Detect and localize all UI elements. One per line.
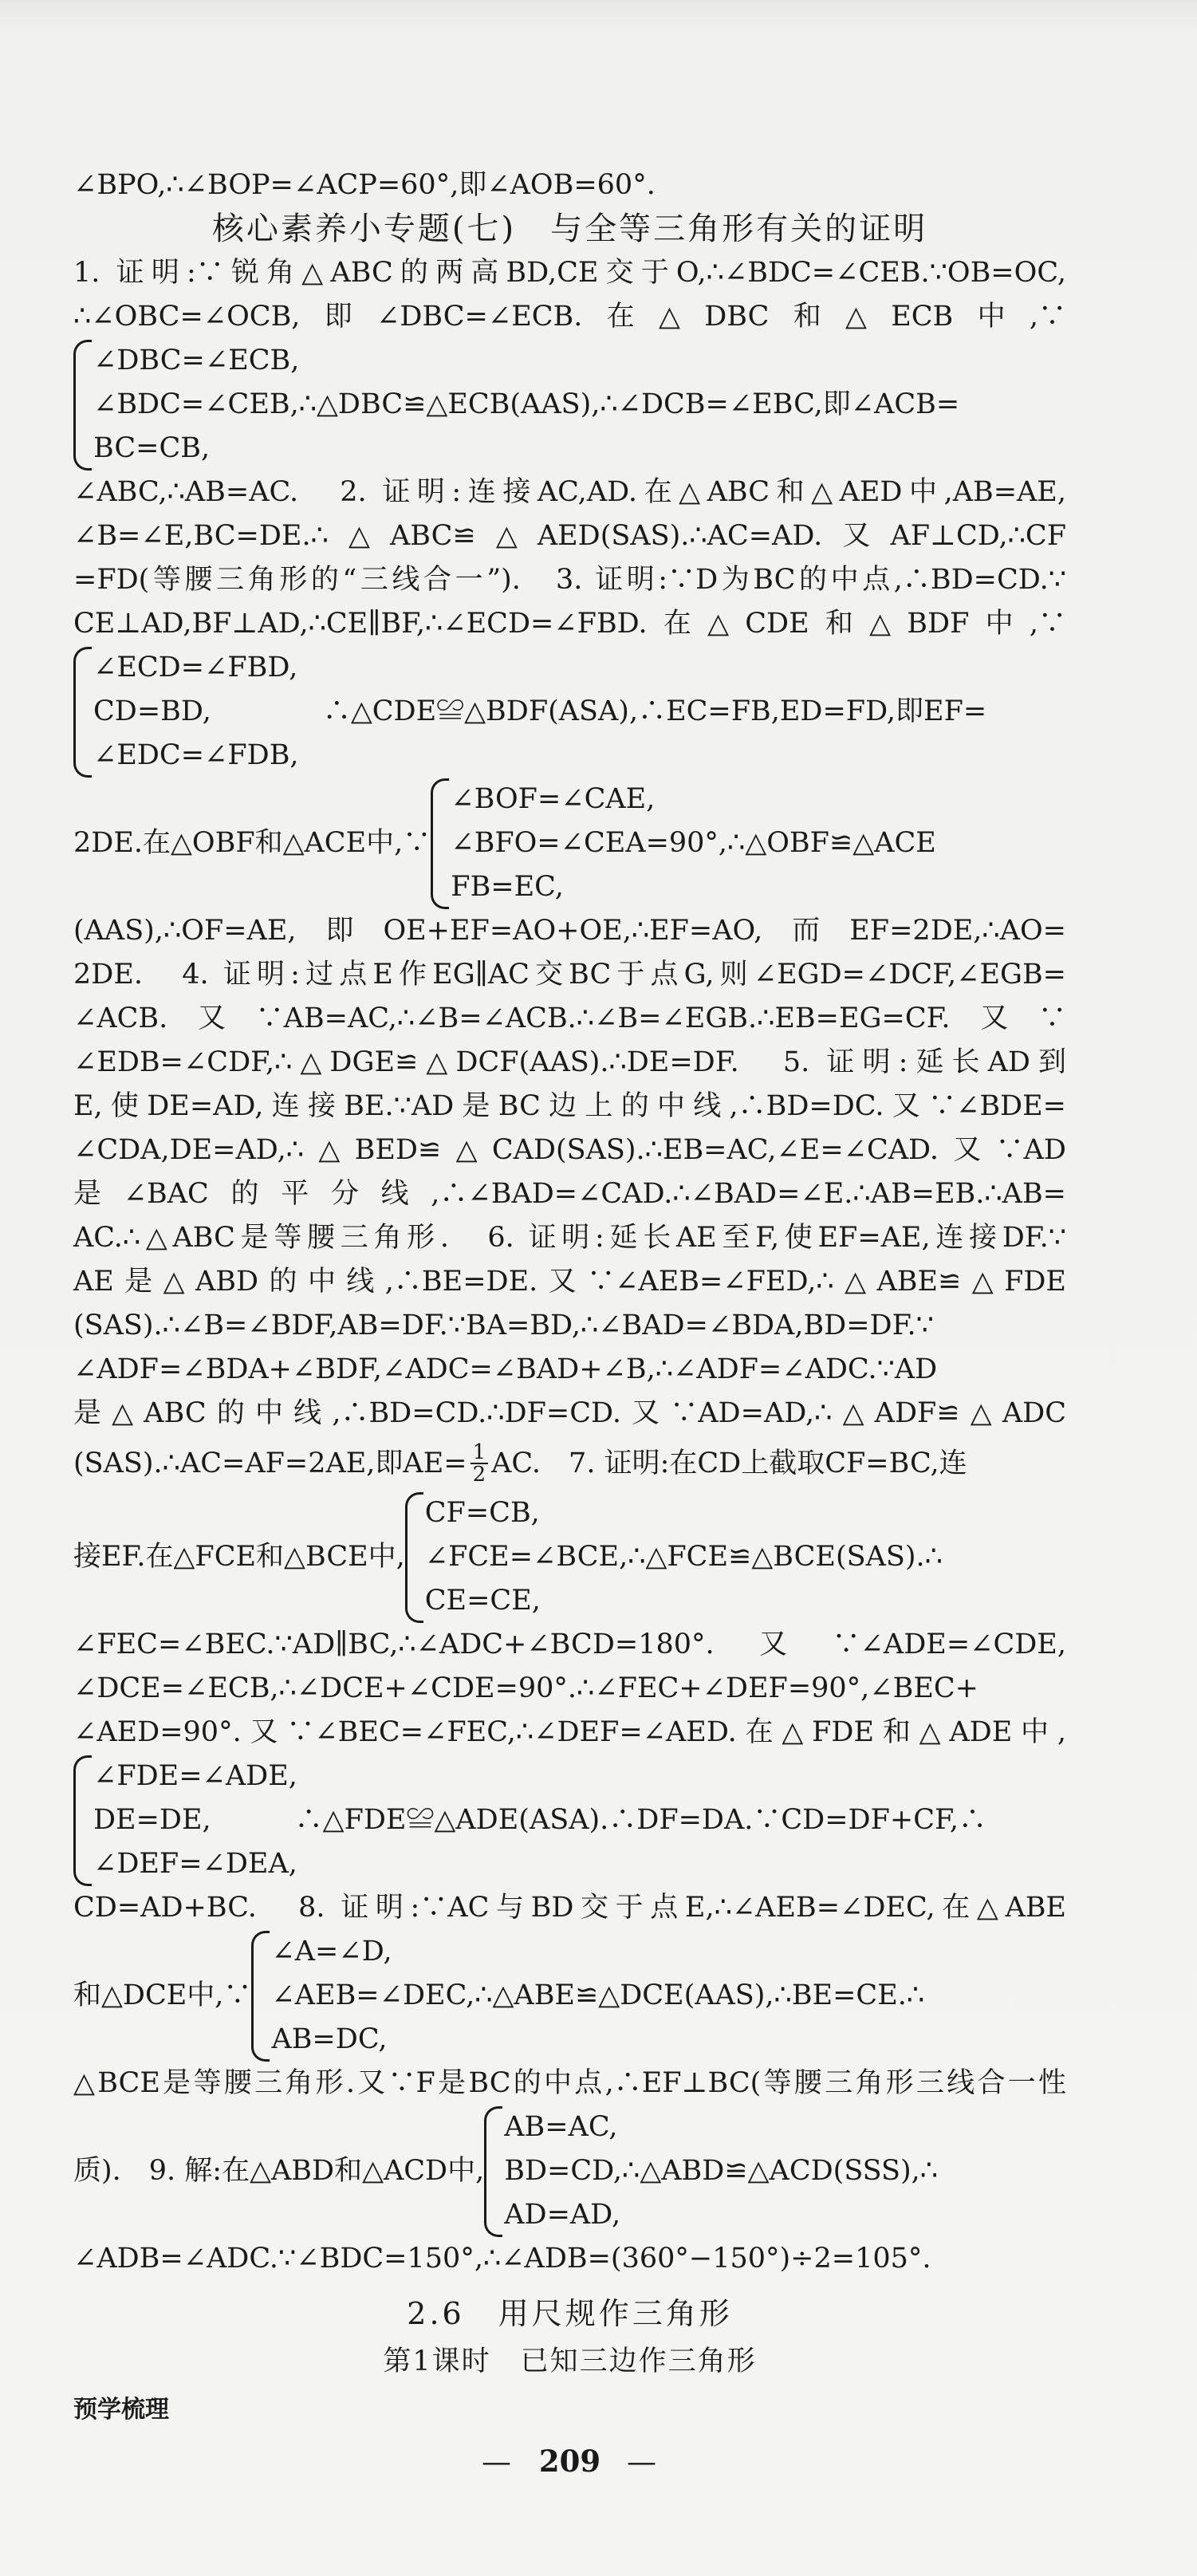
brace-item: AD=AD, xyxy=(504,2199,621,2231)
text-line: ∠B=∠E,BC=DE.∴△ABC≌△AED(SAS).∴AC=AD.又AF⊥CD,∴CF xyxy=(73,520,1066,552)
fraction-line xyxy=(73,1436,1066,1491)
brace-item: ∠ECD=∠FBD, xyxy=(93,652,298,683)
brace-item: CE=CE, xyxy=(424,1585,541,1617)
text-line: AC.∴△ABC是等腰三角形. 6. 证明:延长AE至F,使EF=AE,连接DF.∵ xyxy=(73,1222,1066,1254)
section-title: 2.6 用尺规作三角形 xyxy=(407,2296,733,2331)
text-line: ∠ADF=∠BDA+∠BDF,∠ADC=∠BAD+∠B,∴∠ADF=∠ADC.∵AD xyxy=(73,1353,938,1385)
page-dash: — xyxy=(481,2444,513,2479)
text-fragment: 质). 9. 解:在△ABD和△ACD中, xyxy=(73,2155,485,2187)
text-fragment: 2DE.在△OBF和△ACE中,∵ xyxy=(73,827,431,859)
topic-title: 核心素养小专题(七) 与全等三角形有关的证明 xyxy=(211,211,928,247)
brace-item: BD=CD,∴△ABD≌△ACD(SSS),∴ xyxy=(504,2155,939,2187)
brace-item: ∠BFO=∠CEA=90°,∴△OBF≌△ACE xyxy=(451,827,936,859)
brace-icon xyxy=(73,647,92,778)
text-line: (SAS).∴∠B=∠BDF,AB=DF.∵BA=BD,∴∠BAD=∠BDA,BD=DF.∵ xyxy=(73,1310,934,1341)
text-line: 是∠BAC的平分线,∴∠BAD=∠CAD.∴∠BAD=∠E.∴AB=EB.∴AB= xyxy=(73,1178,1066,1210)
text-line: ∠ABC,∴AB=AC. 2. 证明:连接AC,AD.在△ABC和△AED中,AB=AE, xyxy=(73,476,1066,508)
text-line: CD=AD+BC. 8. 证明:∵AC与BD交于点E,∴∠AEB=∠DEC,在△ABE xyxy=(73,1892,1066,1924)
text-line: E,使DE=AD,连接BE.∵AD是BC边上的中线,∴BD=DC.又∵∠BDE= xyxy=(73,1090,1066,1122)
text-line: 2DE. 4. 证明:过点E作EG∥AC交BC于点G,则∠EGD=∠DCF,∠EGB= xyxy=(73,959,1066,991)
lesson-title: 第1课时 已知三边作三角形 xyxy=(383,2346,757,2377)
brace-item: DE=DE, ∴△FDE≌△ADE(ASA).∴DF=DA.∵CD=DF+CF,∴ xyxy=(93,1804,986,1836)
answer-text xyxy=(73,163,1066,2483)
brace-icon xyxy=(431,778,449,909)
brace-item: ∠A=∠D, xyxy=(271,1936,392,1967)
brace-item: FB=EC, xyxy=(451,871,564,903)
proof-brace-row xyxy=(73,778,1066,909)
proof-brace-row xyxy=(73,1491,1066,1623)
proof-brace xyxy=(73,646,1066,778)
page-number xyxy=(73,2440,1066,2483)
text-line: ∠BPO,∴∠BOP=∠ACP=60°,即∠AOB=60°. xyxy=(73,169,656,201)
text-line: CE⊥AD,BF⊥AD,∴CE∥BF,∴∠ECD=∠FBD.在△CDE和△BDF中,∵ xyxy=(73,608,1066,640)
brace-item: AB=AC, xyxy=(504,2111,618,2143)
text-line: ∠AED=90°.又∵∠BEC=∠FEC,∴∠DEF=∠AED.在△FDE和△ADE中, xyxy=(73,1716,1066,1748)
text-fragment: 和△DCE中,∵ xyxy=(73,1979,252,2011)
text-line: ∠EDB=∠CDF,∴△DGE≌△DCF(AAS).∴DE=DF. 5. 证明:延长AD到 xyxy=(73,1046,1066,1078)
text-line: (AAS),∴OF=AE,即OE+EF=AO+OE,∴EF=AO,而EF=2DE,∴AO= xyxy=(73,915,1066,947)
text-line: ∠ADB=∠ADC.∵∠BDC=150°,∴∠ADB=(360°−150°)÷2=105°. xyxy=(73,2243,931,2275)
text-line: =FD(等腰三角形的“三线合一”). 3. 证明:∵D为BC的中点,∴BD=CD.∵ xyxy=(73,564,1066,596)
proof-brace-row xyxy=(73,2105,1066,2237)
text-line: ∠CDA,DE=AD,∴△BED≌△CAD(SAS).∴EB=AC,∠E=∠CAD.又∵AD xyxy=(73,1134,1066,1166)
text-line: ∠DCE=∠ECB,∴∠DCE+∠CDE=90°.∴∠FEC+∠DEF=90°,∠BEC+ xyxy=(73,1672,979,1704)
brace-item: CF=CB, xyxy=(424,1497,540,1529)
section-label: 预学梳理 xyxy=(73,2396,169,2424)
brace-icon xyxy=(484,2106,502,2237)
brace-item: ∠BOF=∠CAE, xyxy=(451,783,656,815)
text-fragment: 接EF.在△FCE和△BCE中, xyxy=(73,1541,405,1573)
brace-item: ∠AEB=∠DEC,∴△ABE≌△DCE(AAS),∴BE=CE.∴ xyxy=(271,1979,925,2011)
proof-brace xyxy=(73,1755,1066,1886)
proof-brace xyxy=(73,339,1066,471)
brace-icon xyxy=(251,1931,270,2062)
proof-brace-row xyxy=(73,1930,1066,2062)
text-fragment: AC. 7. 证明:在CD上截取CF=BC,连 xyxy=(491,1447,967,1479)
brace-item: ∠FCE=∠BCE,∴△FCE≌△BCE(SAS).∴ xyxy=(424,1541,943,1573)
brace-icon xyxy=(73,1755,92,1886)
text-line: ∠FEC=∠BEC.∵AD∥BC,∴∠ADC+∠BCD=180°.又∵∠ADE=∠CDE, xyxy=(73,1629,1066,1660)
brace-item: ∠EDC=∠FDB, xyxy=(93,739,299,771)
text-line: 1. 证明:∵锐角△ABC的两高BD,CE交于O,∴∠BDC=∠CEB.∵OB=OC, xyxy=(73,257,1066,289)
brace-item: ∠FDE=∠ADE, xyxy=(93,1760,297,1792)
text-line: 是△ABC的中线,∴BD=CD.∴DF=CD.又∵AD=AD,∴△ADF≌△ADC xyxy=(73,1397,1066,1429)
brace-icon xyxy=(405,1492,423,1623)
text-line: △BCE是等腰三角形.又∵F是BC的中点,∴EF⊥BC(等腰三角形三线合一性 xyxy=(73,2067,1066,2099)
brace-item: AB=DC, xyxy=(271,2023,388,2055)
brace-icon xyxy=(73,340,92,471)
text-line: ∠ACB.又∵AB=AC,∴∠B=∠ACB.∴∠B=∠EGB.∴EB=EG=CF.又∵ xyxy=(73,1002,1066,1034)
text-fragment: (SAS).∴AC=AF=2AE,即AE= xyxy=(73,1447,467,1479)
text-line: ∴∠OBC=∠OCB,即∠DBC=∠ECB.在△DBC和△ECB中,∵ xyxy=(73,301,1066,333)
brace-item: ∠DEF=∠DEA, xyxy=(93,1848,297,1880)
page-dash: — xyxy=(627,2444,658,2479)
brace-item: ∠BDC=∠CEB,∴△DBC≌△ECB(AAS),∴∠DCB=∠EBC,即∠ACB= xyxy=(93,388,960,420)
brace-item: CD=BD, ∴△CDE≌△BDF(ASA),∴EC=FB,ED=FD,即EF= xyxy=(93,695,987,727)
brace-item: ∠DBC=∠ECB, xyxy=(93,345,300,376)
fraction-denominator: 2 xyxy=(472,1463,486,1487)
brace-item: BC=CB, xyxy=(93,432,211,464)
fraction-numerator: 1 xyxy=(471,1442,489,1464)
text-line: AE是△ABD的中线,∴BE=DE.又∵∠AEB=∠FED,∴△ABE≌△FDE xyxy=(73,1266,1066,1298)
page-number-value: 209 xyxy=(538,2444,601,2479)
fraction xyxy=(471,1442,489,1485)
